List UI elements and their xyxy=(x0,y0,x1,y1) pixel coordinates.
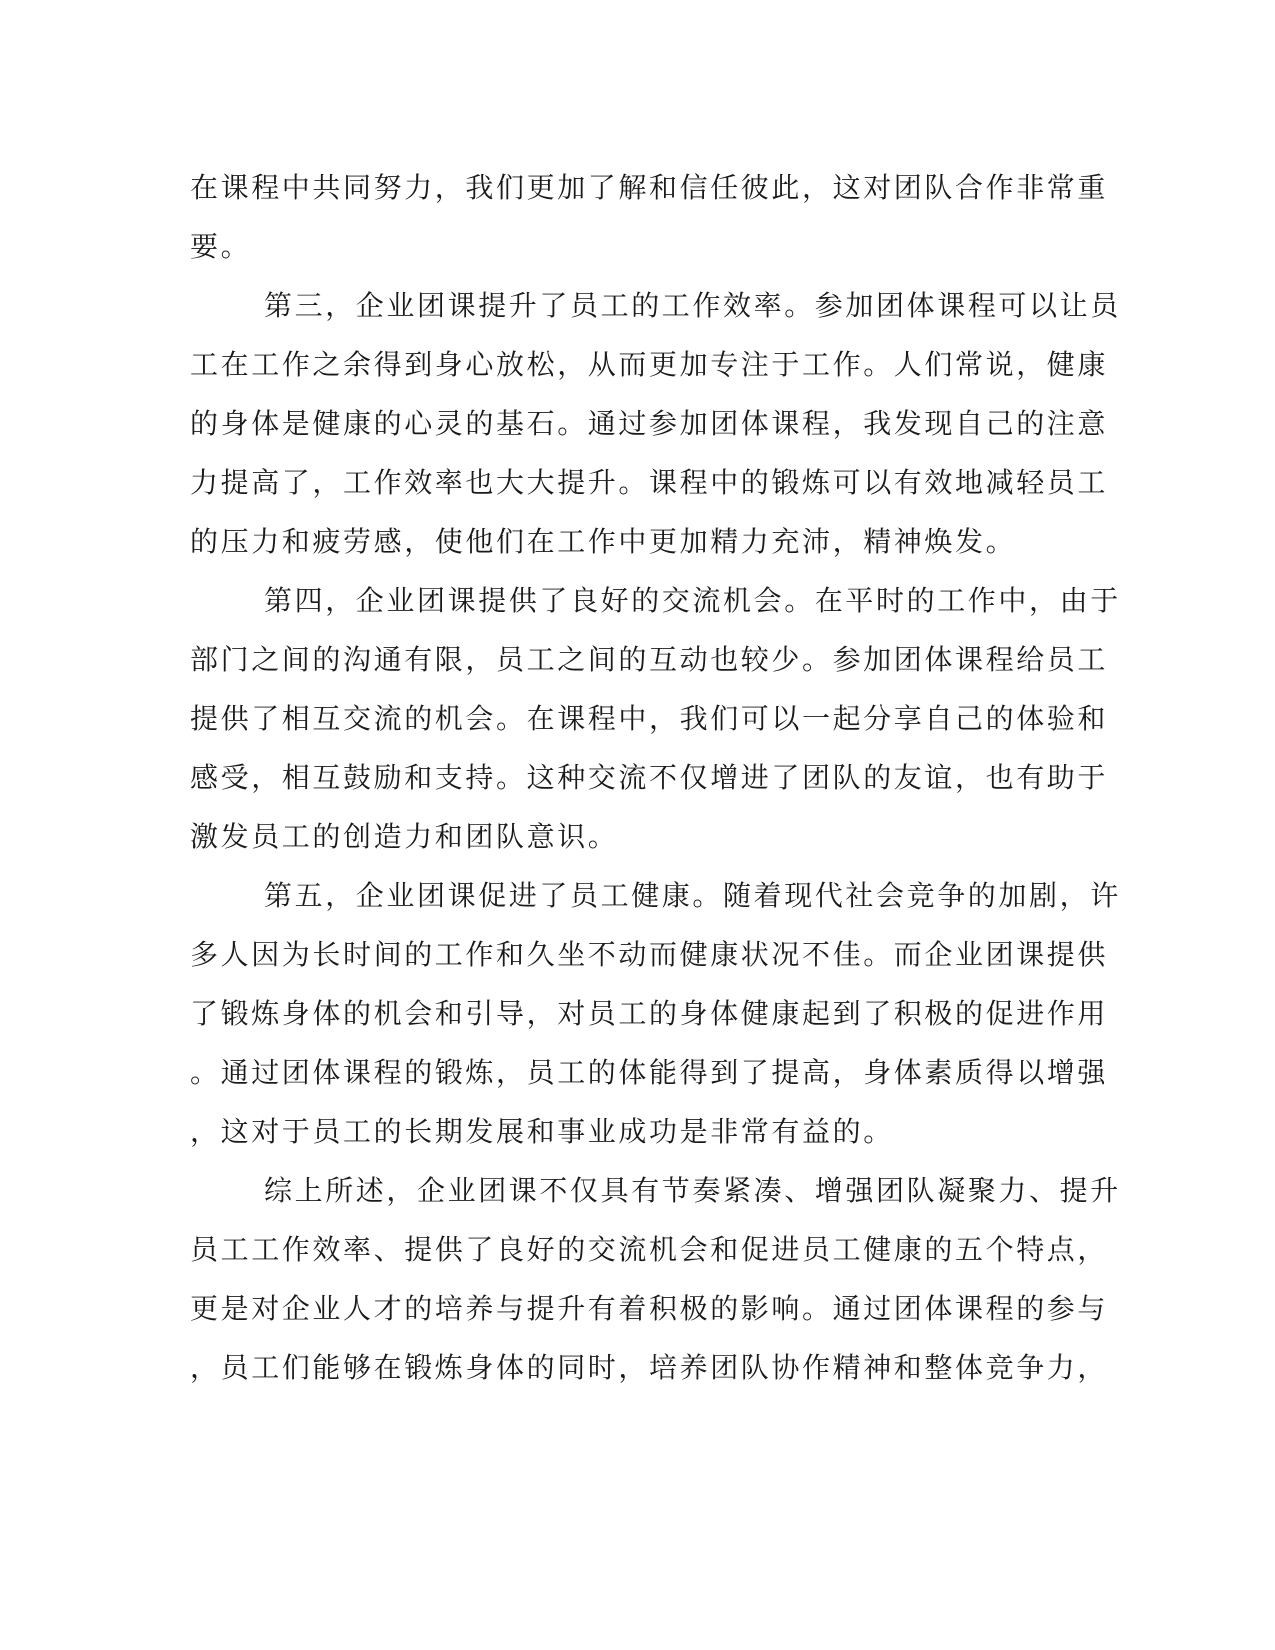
text-line: 。通过团体课程的锻炼，员工的体能得到了提高，身体素质得以增强 xyxy=(190,1056,1109,1089)
text-line: 工在工作之余得到身心放松，从而更加专注于工作。人们常说，健康 xyxy=(190,348,1109,381)
text-line: 感受，相互鼓励和支持。这种交流不仅增进了团队的友谊，也有助于 xyxy=(190,761,1109,794)
text-line: 的压力和疲劳感，使他们在工作中更加精力充沛，精神焕发。 xyxy=(190,525,1017,558)
text-line: ，这对于员工的长期发展和事业成功是非常有益的。 xyxy=(190,1115,894,1148)
text-line: 力提高了，工作效率也大大提升。课程中的锻炼可以有效地减轻员工 xyxy=(190,466,1109,499)
paragraph-start-line: 第三，企业团课提升了员工的工作效率。参加团体课程可以让员 xyxy=(264,289,1121,322)
text-line: 多人因为长时间的工作和久坐不动而健康状况不佳。而企业团课提供 xyxy=(190,938,1109,971)
text-line: 要。 xyxy=(190,230,252,263)
text-line: 提供了相互交流的机会。在课程中，我们可以一起分享自己的体验和 xyxy=(190,702,1109,735)
paragraph-start-line: 第五，企业团课促进了员工健康。随着现代社会竞争的加剧，许 xyxy=(264,879,1121,912)
text-line: 部门之间的沟通有限，员工之间的互动也较少。参加团体课程给员工 xyxy=(190,643,1109,676)
text-line: 员工工作效率、提供了良好的交流机会和促进员工健康的五个特点， xyxy=(190,1233,1109,1266)
text-line: 在课程中共同努力，我们更加了解和信任彼此，这对团队合作非常重 xyxy=(190,171,1109,204)
paragraph-start-line: 综上所述，企业团课不仅具有节奏紧凑、增强团队凝聚力、提升 xyxy=(264,1174,1121,1207)
text-line: 激发员工的创造力和团队意识。 xyxy=(190,820,619,853)
text-line: ，员工们能够在锻炼身体的同时，培养团队协作精神和整体竞争力， xyxy=(190,1351,1109,1384)
paragraph-start-line: 第四，企业团课提供了良好的交流机会。在平时的工作中，由于 xyxy=(264,584,1121,617)
body-text xyxy=(190,158,1121,1397)
text-line: 了锻炼身体的机会和引导，对员工的身体健康起到了积极的促进作用 xyxy=(190,997,1109,1030)
text-line: 的身体是健康的心灵的基石。通过参加团体课程，我发现自己的注意 xyxy=(190,407,1109,440)
text-line: 更是对企业人才的培养与提升有着积极的影响。通过团体课程的参与 xyxy=(190,1292,1109,1325)
